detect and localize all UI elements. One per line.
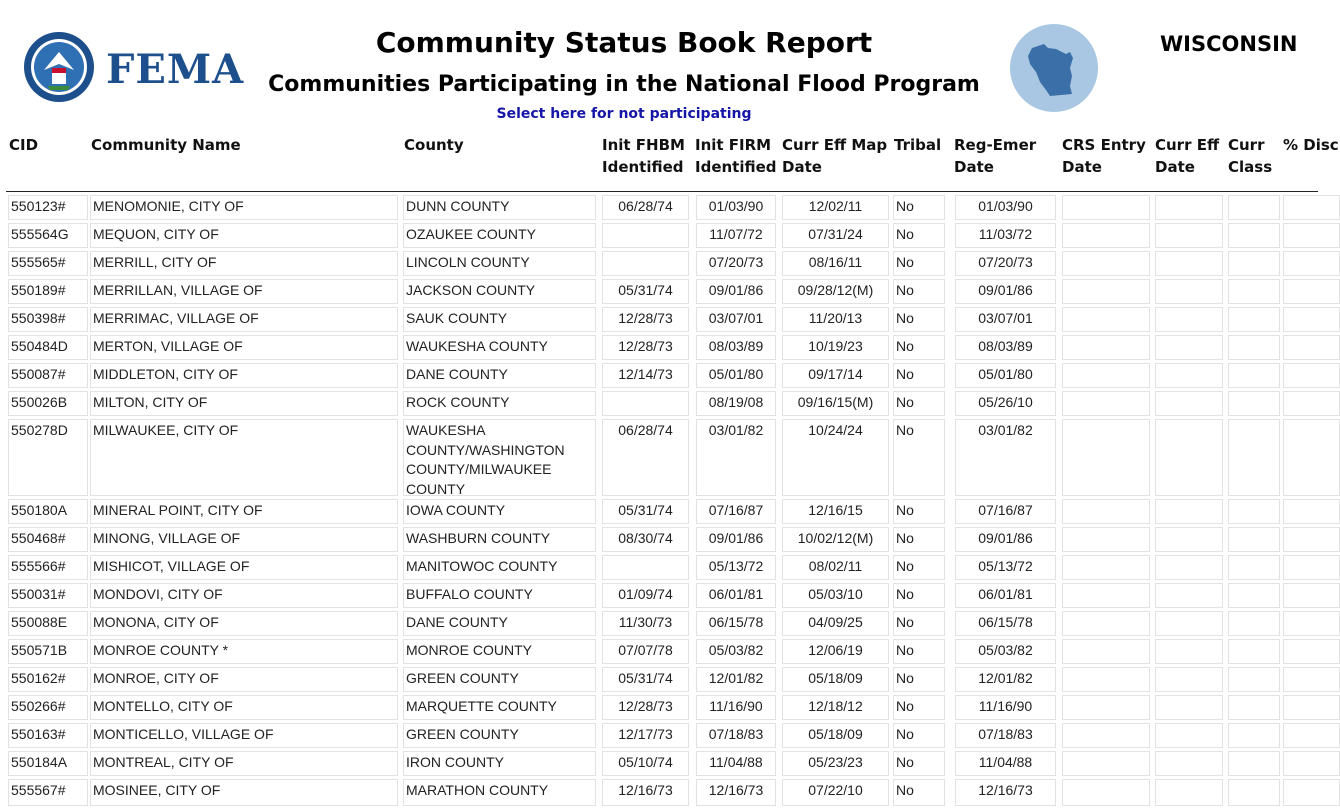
cell-cid: 550163#	[8, 723, 88, 748]
cell-curr_eff	[1155, 335, 1223, 360]
column-header-name	[91, 134, 241, 156]
column-header-cid	[9, 134, 38, 156]
cell-disc	[1283, 279, 1340, 304]
cell-crs_entry	[1062, 779, 1150, 806]
column-header-crs_entry	[1062, 134, 1146, 178]
cell-curr_eff	[1155, 583, 1223, 608]
column-header-firm	[695, 134, 777, 178]
cell-tribal: No	[893, 695, 945, 720]
cell-curr_class	[1228, 723, 1280, 748]
cell-curr_class	[1228, 667, 1280, 692]
cell-curr_map: 04/09/25	[782, 611, 889, 636]
cell-curr_map: 05/23/23	[782, 751, 889, 776]
cell-tribal: No	[893, 251, 945, 276]
cell-crs_entry	[1062, 251, 1150, 276]
cell-name: MEQUON, CITY OF	[90, 223, 398, 248]
cell-disc	[1283, 195, 1340, 220]
table-row	[0, 307, 1340, 335]
page-title: Community Status Book Report	[375, 26, 873, 59]
cell-crs_entry	[1062, 391, 1150, 416]
cell-disc	[1283, 499, 1340, 524]
cell-curr_eff	[1155, 391, 1223, 416]
cell-curr_class	[1228, 335, 1280, 360]
cell-fhbm: 11/30/73	[602, 611, 689, 636]
cell-disc	[1283, 779, 1340, 806]
column-header-line: Curr Eff Map	[782, 136, 888, 154]
cell-cid: 555566#	[8, 555, 88, 580]
cell-curr_class	[1228, 223, 1280, 248]
cell-curr_class	[1228, 555, 1280, 580]
cell-curr_map: 12/06/19	[782, 639, 889, 664]
cell-county: IRON COUNTY	[403, 751, 596, 776]
cell-curr_map: 10/24/24	[782, 419, 889, 496]
cell-fhbm	[602, 223, 689, 248]
cell-name: MONDOVI, CITY OF	[90, 583, 398, 608]
cell-curr_map: 08/02/11	[782, 555, 889, 580]
cell-cid: 550031#	[8, 583, 88, 608]
cell-disc	[1283, 723, 1340, 748]
cell-cid: 550189#	[8, 279, 88, 304]
cell-reg_emer: 11/16/90	[955, 695, 1056, 720]
cell-tribal: No	[893, 639, 945, 664]
cell-fhbm: 12/28/73	[602, 335, 689, 360]
cell-curr_eff	[1155, 639, 1223, 664]
cell-curr_map: 07/31/24	[782, 223, 889, 248]
cell-county: DANE COUNTY	[403, 363, 596, 388]
cell-county: WAUKESHA COUNTY	[403, 335, 596, 360]
cell-tribal: No	[893, 363, 945, 388]
header-divider	[6, 191, 1318, 192]
cell-tribal: No	[893, 499, 945, 524]
cell-firm: 05/13/72	[696, 555, 776, 580]
cell-crs_entry	[1062, 555, 1150, 580]
cell-reg_emer: 01/03/90	[955, 195, 1056, 220]
column-header-tribal	[894, 134, 941, 156]
cell-fhbm: 12/28/73	[602, 695, 689, 720]
cell-firm: 03/01/82	[696, 419, 776, 496]
table-row	[0, 527, 1340, 555]
cell-curr_class	[1228, 307, 1280, 332]
cell-cid: 550184A	[8, 751, 88, 776]
cell-disc	[1283, 251, 1340, 276]
cell-curr_eff	[1155, 223, 1223, 248]
cell-county: LINCOLN COUNTY	[403, 251, 596, 276]
cell-tribal: No	[893, 723, 945, 748]
cell-reg_emer: 11/03/72	[955, 223, 1056, 248]
cell-crs_entry	[1062, 279, 1150, 304]
cell-reg_emer: 06/01/81	[955, 583, 1056, 608]
column-header-line: CRS Entry	[1062, 136, 1146, 154]
state-name: WISCONSIN	[1160, 32, 1298, 56]
cell-curr_map: 12/16/15	[782, 499, 889, 524]
cell-cid: 550087#	[8, 363, 88, 388]
cell-tribal: No	[893, 391, 945, 416]
cell-crs_entry	[1062, 527, 1150, 552]
cell-cid: 550026B	[8, 391, 88, 416]
cell-reg_emer: 09/01/86	[955, 279, 1056, 304]
fema-wordmark: FEMA	[106, 46, 245, 93]
cell-name: MIDDLETON, CITY OF	[90, 363, 398, 388]
table-row	[0, 335, 1340, 363]
cell-name: MONROE COUNTY *	[90, 639, 398, 664]
cell-fhbm	[602, 251, 689, 276]
cell-cid: 555565#	[8, 251, 88, 276]
cell-name: MINERAL POINT, CITY OF	[90, 499, 398, 524]
cell-county: ROCK COUNTY	[403, 391, 596, 416]
cell-tribal: No	[893, 335, 945, 360]
cell-crs_entry	[1062, 363, 1150, 388]
cell-name: MONTELLO, CITY OF	[90, 695, 398, 720]
cell-fhbm: 05/31/74	[602, 667, 689, 692]
cell-curr_class	[1228, 363, 1280, 388]
cell-fhbm: 06/28/74	[602, 195, 689, 220]
cell-curr_eff	[1155, 499, 1223, 524]
cell-county: IOWA COUNTY	[403, 499, 596, 524]
cell-county: SAUK COUNTY	[403, 307, 596, 332]
cell-curr_class	[1228, 419, 1280, 496]
cell-firm: 06/15/78	[696, 611, 776, 636]
column-header-line: Init FIRM	[695, 136, 772, 154]
cell-fhbm: 06/28/74	[602, 419, 689, 496]
cell-county: DANE COUNTY	[403, 611, 596, 636]
cell-name: MONONA, CITY OF	[90, 611, 398, 636]
cell-firm: 06/01/81	[696, 583, 776, 608]
column-header-line: Curr	[1228, 136, 1265, 154]
cell-disc	[1283, 639, 1340, 664]
cell-tribal: No	[893, 195, 945, 220]
cell-name: MOSINEE, CITY OF	[90, 779, 398, 806]
table-row	[0, 279, 1340, 307]
cell-firm: 07/18/83	[696, 723, 776, 748]
column-header-reg_emer	[954, 134, 1036, 178]
cell-tribal: No	[893, 279, 945, 304]
cell-crs_entry	[1062, 223, 1150, 248]
cell-disc	[1283, 223, 1340, 248]
cell-curr_eff	[1155, 723, 1223, 748]
cell-name: MISHICOT, VILLAGE OF	[90, 555, 398, 580]
cell-crs_entry	[1062, 335, 1150, 360]
cell-fhbm: 07/07/78	[602, 639, 689, 664]
cell-tribal: No	[893, 223, 945, 248]
cell-name: MILTON, CITY OF	[90, 391, 398, 416]
cell-disc	[1283, 527, 1340, 552]
column-header-line: County	[404, 136, 464, 154]
cell-firm: 08/03/89	[696, 335, 776, 360]
wisconsin-map-icon	[1010, 24, 1098, 112]
cell-firm: 03/07/01	[696, 307, 776, 332]
cell-cid: 550180A	[8, 499, 88, 524]
cell-tribal: No	[893, 419, 945, 496]
cell-curr_eff	[1155, 695, 1223, 720]
cell-disc	[1283, 419, 1340, 496]
cell-fhbm	[602, 391, 689, 416]
cell-cid: 550484D	[8, 335, 88, 360]
cell-reg_emer: 06/15/78	[955, 611, 1056, 636]
cell-curr_class	[1228, 251, 1280, 276]
column-header-line: Curr Eff	[1155, 136, 1220, 154]
cell-firm: 12/01/82	[696, 667, 776, 692]
cell-name: MONROE, CITY OF	[90, 667, 398, 692]
not-participating-link[interactable]: Select here for not participating	[496, 106, 752, 122]
column-header-line: Date	[954, 158, 994, 176]
cell-name: MONTREAL, CITY OF	[90, 751, 398, 776]
table-row	[0, 195, 1340, 223]
cell-curr_eff	[1155, 419, 1223, 496]
cell-name: MERTON, VILLAGE OF	[90, 335, 398, 360]
cell-firm: 11/04/88	[696, 751, 776, 776]
column-header-line: Community Name	[91, 136, 241, 154]
cell-fhbm: 12/28/73	[602, 307, 689, 332]
cell-county: MARQUETTE COUNTY	[403, 695, 596, 720]
cell-curr_map: 10/19/23	[782, 335, 889, 360]
cell-county: MARATHON COUNTY	[403, 779, 596, 806]
cell-reg_emer: 03/07/01	[955, 307, 1056, 332]
table-row	[0, 251, 1340, 279]
cell-reg_emer: 05/01/80	[955, 363, 1056, 388]
cell-name: MENOMONIE, CITY OF	[90, 195, 398, 220]
cell-curr_map: 08/16/11	[782, 251, 889, 276]
cell-disc	[1283, 391, 1340, 416]
column-header-curr_eff	[1155, 134, 1219, 178]
column-header-line: Date	[1155, 158, 1195, 176]
cell-reg_emer: 09/01/86	[955, 527, 1056, 552]
column-header-line: Date	[782, 158, 822, 176]
cell-curr_map: 10/02/12(M)	[782, 527, 889, 552]
cell-disc	[1283, 363, 1340, 388]
cell-disc	[1283, 335, 1340, 360]
cell-tribal: No	[893, 667, 945, 692]
cell-cid: 555567#	[8, 779, 88, 806]
cell-firm: 09/01/86	[696, 527, 776, 552]
cell-reg_emer: 05/13/72	[955, 555, 1056, 580]
column-header-line: Init FHBM	[602, 136, 685, 154]
cell-disc	[1283, 555, 1340, 580]
cell-crs_entry	[1062, 419, 1150, 496]
cell-name: MERRILL, CITY OF	[90, 251, 398, 276]
cell-crs_entry	[1062, 499, 1150, 524]
table-row	[0, 391, 1340, 419]
cell-fhbm: 01/09/74	[602, 583, 689, 608]
table-row	[0, 723, 1340, 751]
cell-tribal: No	[893, 307, 945, 332]
cell-curr_class	[1228, 583, 1280, 608]
cell-name: MINONG, VILLAGE OF	[90, 527, 398, 552]
cell-crs_entry	[1062, 611, 1150, 636]
cell-tribal: No	[893, 751, 945, 776]
cell-name: MERRIMAC, VILLAGE OF	[90, 307, 398, 332]
cell-curr_eff	[1155, 667, 1223, 692]
cell-curr_map: 07/22/10	[782, 779, 889, 806]
table-row	[0, 223, 1340, 251]
cell-curr_map: 11/20/13	[782, 307, 889, 332]
cell-firm: 01/03/90	[696, 195, 776, 220]
cell-curr_map: 09/28/12(M)	[782, 279, 889, 304]
cell-reg_emer: 05/26/10	[955, 391, 1056, 416]
cell-disc	[1283, 583, 1340, 608]
cell-crs_entry	[1062, 195, 1150, 220]
table-row	[0, 555, 1340, 583]
cell-county: WASHBURN COUNTY	[403, 527, 596, 552]
table-row	[0, 363, 1340, 391]
cell-cid: 555564G	[8, 223, 88, 248]
cell-curr_class	[1228, 527, 1280, 552]
cell-fhbm: 12/17/73	[602, 723, 689, 748]
table-row	[0, 667, 1340, 695]
cell-cid: 550278D	[8, 419, 88, 496]
cell-cid: 550468#	[8, 527, 88, 552]
cell-reg_emer: 11/04/88	[955, 751, 1056, 776]
cell-curr_map: 05/18/09	[782, 723, 889, 748]
cell-disc	[1283, 611, 1340, 636]
cell-tribal: No	[893, 611, 945, 636]
cell-county: MANITOWOC COUNTY	[403, 555, 596, 580]
cell-curr_class	[1228, 499, 1280, 524]
cell-firm: 05/03/82	[696, 639, 776, 664]
cell-name: MILWAUKEE, CITY OF	[90, 419, 398, 496]
column-header-curr_map	[782, 134, 887, 178]
table-row	[0, 639, 1340, 667]
cell-curr_map: 09/17/14	[782, 363, 889, 388]
cell-reg_emer: 03/01/82	[955, 419, 1056, 496]
column-header-line: Identified	[602, 158, 684, 176]
cell-curr_eff	[1155, 751, 1223, 776]
cell-reg_emer: 07/16/87	[955, 499, 1056, 524]
cell-cid: 550571B	[8, 639, 88, 664]
cell-firm: 05/01/80	[696, 363, 776, 388]
cell-county: DUNN COUNTY	[403, 195, 596, 220]
cell-firm: 07/16/87	[696, 499, 776, 524]
cell-crs_entry	[1062, 667, 1150, 692]
cell-curr_eff	[1155, 555, 1223, 580]
cell-curr_eff	[1155, 195, 1223, 220]
column-header-county	[404, 134, 464, 156]
cell-reg_emer: 12/01/82	[955, 667, 1056, 692]
cell-firm: 11/16/90	[696, 695, 776, 720]
cell-cid: 550088E	[8, 611, 88, 636]
cell-curr_class	[1228, 391, 1280, 416]
cell-fhbm: 05/31/74	[602, 499, 689, 524]
cell-tribal: No	[893, 555, 945, 580]
cell-curr_map: 12/18/12	[782, 695, 889, 720]
column-header-line: Identified	[695, 158, 777, 176]
table-header	[0, 134, 1340, 190]
cell-curr_class	[1228, 639, 1280, 664]
cell-disc	[1283, 307, 1340, 332]
cell-curr_class	[1228, 779, 1280, 806]
cell-county: BUFFALO COUNTY	[403, 583, 596, 608]
column-header-line: CID	[9, 136, 39, 154]
cell-firm: 08/19/08	[696, 391, 776, 416]
cell-curr_class	[1228, 695, 1280, 720]
cell-curr_class	[1228, 195, 1280, 220]
cell-crs_entry	[1062, 307, 1150, 332]
cell-curr_map: 05/18/09	[782, 667, 889, 692]
cell-county: WAUKESHA COUNTY/WASHINGTON COUNTY/MILWAUKEE COUNTY	[403, 419, 596, 496]
cell-curr_class	[1228, 611, 1280, 636]
cell-disc	[1283, 751, 1340, 776]
cell-reg_emer: 05/03/82	[955, 639, 1056, 664]
cell-crs_entry	[1062, 639, 1150, 664]
cell-county: JACKSON COUNTY	[403, 279, 596, 304]
cell-curr_eff	[1155, 527, 1223, 552]
column-header-line: % Disc	[1283, 136, 1339, 154]
cell-curr_eff	[1155, 307, 1223, 332]
cell-tribal: No	[893, 583, 945, 608]
cell-name: MERRILLAN, VILLAGE OF	[90, 279, 398, 304]
cell-curr_eff	[1155, 779, 1223, 806]
table-row	[0, 751, 1340, 779]
cell-county: MONROE COUNTY	[403, 639, 596, 664]
cell-crs_entry	[1062, 583, 1150, 608]
cell-curr_class	[1228, 279, 1280, 304]
cell-fhbm: 08/30/74	[602, 527, 689, 552]
page-subtitle: Communities Participating in the National Flood Program	[268, 72, 980, 97]
cell-fhbm: 05/10/74	[602, 751, 689, 776]
column-header-line: Class	[1228, 158, 1273, 176]
cell-cid: 550266#	[8, 695, 88, 720]
table-row	[0, 611, 1340, 639]
cell-cid: 550123#	[8, 195, 88, 220]
cell-county: GREEN COUNTY	[403, 723, 596, 748]
column-header-line: Reg-Emer	[954, 136, 1037, 154]
cell-reg_emer: 07/20/73	[955, 251, 1056, 276]
cell-firm: 09/01/86	[696, 279, 776, 304]
cell-county: OZAUKEE COUNTY	[403, 223, 596, 248]
table-row	[0, 499, 1340, 527]
cell-crs_entry	[1062, 751, 1150, 776]
table-row	[0, 419, 1340, 499]
cell-crs_entry	[1062, 723, 1150, 748]
table-row	[0, 695, 1340, 723]
cell-fhbm: 05/31/74	[602, 279, 689, 304]
cell-fhbm	[602, 555, 689, 580]
cell-reg_emer: 07/18/83	[955, 723, 1056, 748]
cell-disc	[1283, 695, 1340, 720]
column-header-line: Date	[1062, 158, 1102, 176]
cell-county: GREEN COUNTY	[403, 667, 596, 692]
cell-firm: 07/20/73	[696, 251, 776, 276]
cell-disc	[1283, 667, 1340, 692]
column-header-curr_class	[1228, 134, 1272, 178]
cell-curr_map: 05/03/10	[782, 583, 889, 608]
cell-cid: 550398#	[8, 307, 88, 332]
cell-crs_entry	[1062, 695, 1150, 720]
cell-reg_emer: 08/03/89	[955, 335, 1056, 360]
cell-curr_eff	[1155, 611, 1223, 636]
column-header-disc	[1283, 134, 1339, 156]
column-header-line: Tribal	[894, 136, 942, 154]
table-row	[0, 583, 1340, 611]
cell-tribal: No	[893, 779, 945, 806]
cell-reg_emer: 12/16/73	[955, 779, 1056, 806]
cell-curr_map: 12/02/11	[782, 195, 889, 220]
table-row	[0, 779, 1340, 809]
cell-tribal: No	[893, 527, 945, 552]
cell-curr_class	[1228, 751, 1280, 776]
cell-fhbm: 12/16/73	[602, 779, 689, 806]
cell-curr_eff	[1155, 251, 1223, 276]
cell-curr_eff	[1155, 279, 1223, 304]
cell-curr_map: 09/16/15(M)	[782, 391, 889, 416]
cell-fhbm: 12/14/73	[602, 363, 689, 388]
cell-curr_eff	[1155, 363, 1223, 388]
cell-firm: 11/07/72	[696, 223, 776, 248]
column-header-fhbm	[602, 134, 685, 178]
cell-name: MONTICELLO, VILLAGE OF	[90, 723, 398, 748]
cell-cid: 550162#	[8, 667, 88, 692]
cell-firm: 12/16/73	[696, 779, 776, 806]
